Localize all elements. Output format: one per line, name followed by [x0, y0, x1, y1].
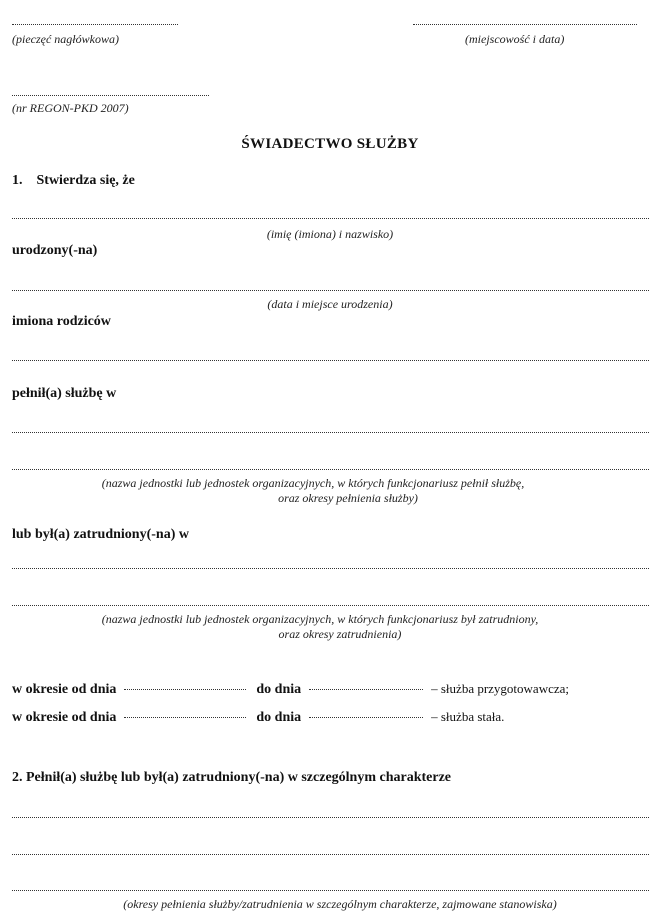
served-caption-2: oraz okresy pełnienia służby) — [278, 491, 418, 505]
regon-line — [12, 95, 209, 96]
regon-caption: (nr REGON-PKD 2007) — [12, 101, 129, 115]
employed-caption-1: (nazwa jednostki lub jednostek organizacyjnych, w których funkcjonariusz był zatrudniony, — [101, 612, 539, 626]
served-line-2 — [12, 469, 649, 470]
employed-line-2 — [12, 605, 649, 606]
employed-line-1 — [12, 568, 649, 569]
period-to-label: do dnia — [256, 682, 302, 697]
parents-label: imiona rodziców — [12, 314, 111, 329]
stamp-caption: (pieczęć nagłówkowa) — [12, 32, 119, 46]
period-row-prep — [12, 680, 569, 698]
employed-label: lub był(a) zatrudniony(-na) w — [12, 527, 189, 542]
name-line — [12, 218, 649, 219]
place-date-caption: (miejscowość i data) — [465, 32, 565, 46]
section2-heading: 2. Pełnił(a) służbę lub był(a) zatrudniony(-na) w szczególnym charakterze — [12, 770, 452, 785]
place-date-line — [413, 24, 637, 25]
served-caption-1: (nazwa jednostki lub jednostek organizacyjnych, w których funkcjonariusz pełnił służbę, — [101, 476, 525, 490]
stamp-line — [12, 24, 178, 25]
special-line-1 — [12, 817, 649, 818]
special-caption: (okresy pełnienia służby/zatrudnienia w szczególnym charakterze, zajmowane stanowiska) — [123, 897, 557, 911]
name-caption: (imię (imiona) i nazwisko) — [266, 227, 394, 241]
service-prep-text: – służba przygotowawcza; — [431, 681, 570, 696]
period-to-label: do dnia — [256, 710, 302, 725]
period-to-field — [309, 689, 423, 690]
period-from-field — [124, 717, 246, 718]
period-to-field — [309, 717, 423, 718]
period-from-label: w okresie od dnia — [12, 682, 117, 697]
birth-line — [12, 290, 649, 291]
special-line-3 — [12, 890, 649, 891]
birth-caption: (data i miejsce urodzenia) — [267, 297, 393, 311]
served-line-1 — [12, 432, 649, 433]
section1-heading: 1. Stwierdza się, że — [12, 173, 135, 188]
service-perm-text: – służba stała. — [431, 709, 505, 724]
served-label: pełnił(a) służbę w — [12, 386, 117, 401]
parents-line — [12, 360, 649, 361]
special-line-2 — [12, 854, 649, 855]
period-from-label: w okresie od dnia — [12, 710, 117, 725]
employed-caption-2: oraz okresy zatrudnienia) — [278, 627, 402, 641]
born-label: urodzony(-na) — [12, 243, 98, 258]
period-row-perm — [12, 708, 504, 726]
document-title: ŚWIADECTWO SŁUŻBY — [241, 136, 419, 152]
period-from-field — [124, 689, 246, 690]
